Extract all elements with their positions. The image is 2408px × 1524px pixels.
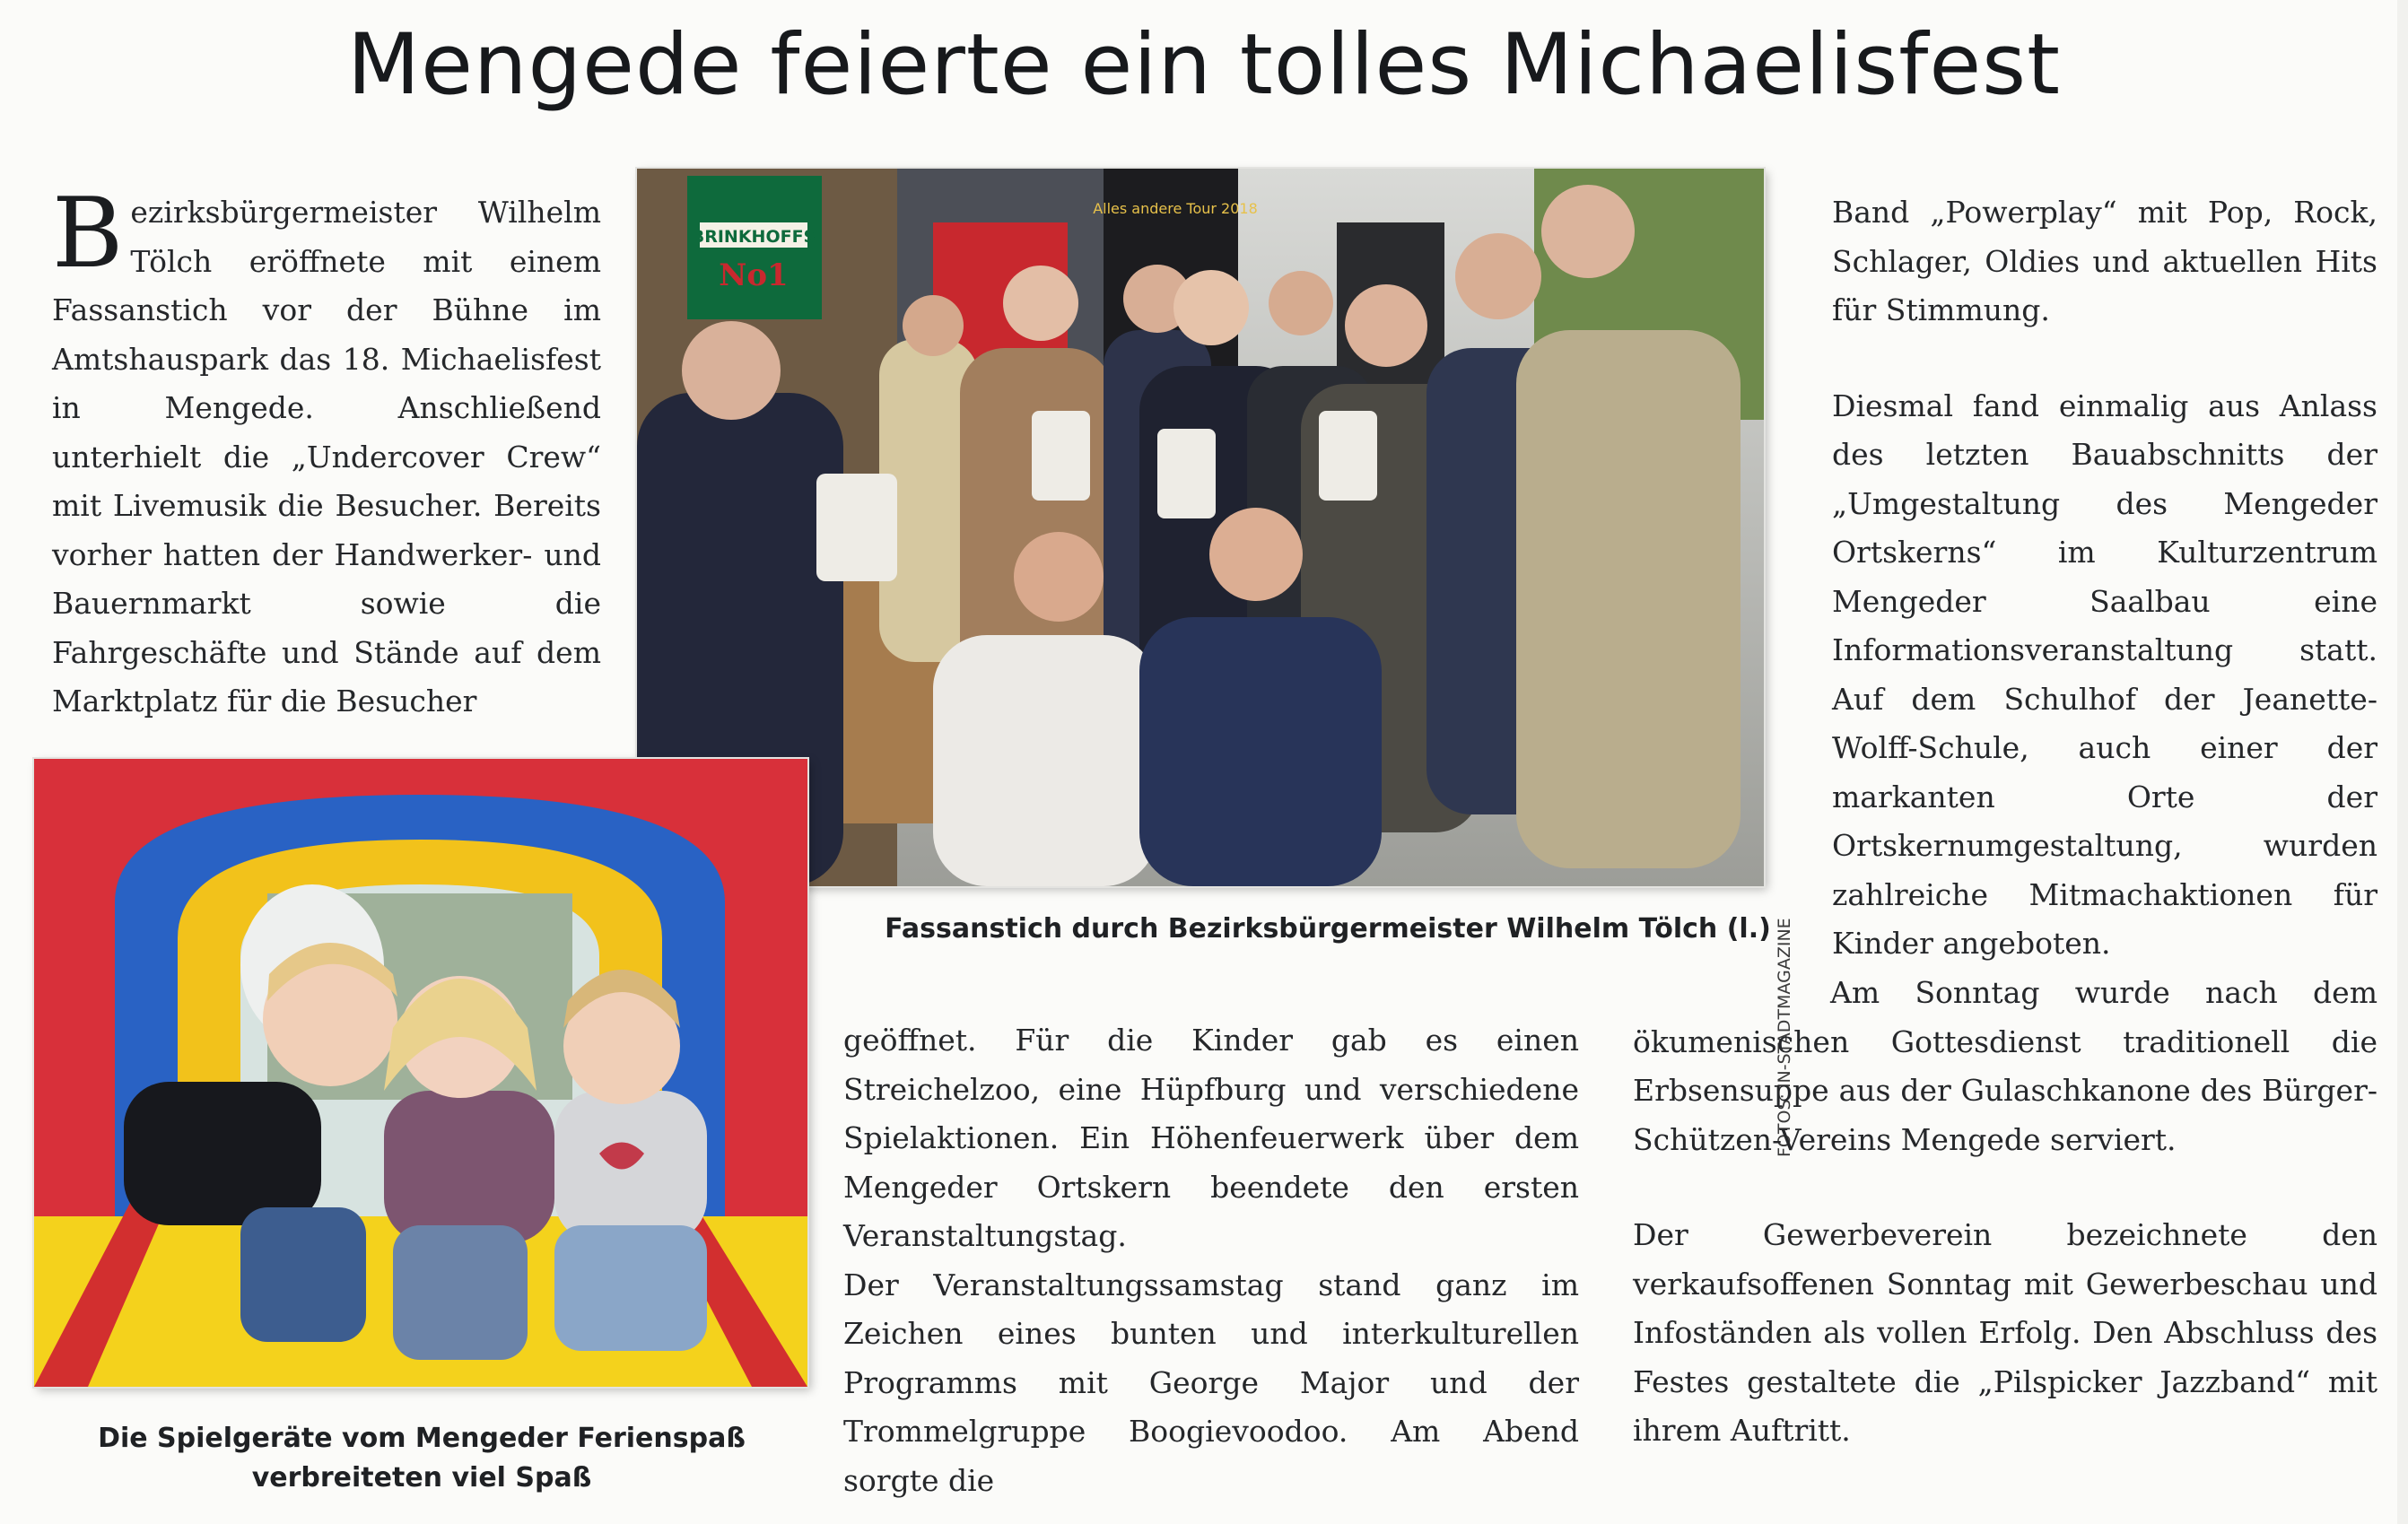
drop-cap: B (52, 178, 124, 290)
group-photo-caption: Fassanstich durch Bezirksbürgermeister Wilhelm Tölch (l.) (885, 913, 1771, 945)
paragraph: geöffnet. Für die Kinder gab es einen Streichelzoo, eine Hüpfburg und verschiedene Spielaktionen. Ein Höhenfeuerwerk über dem Mengeder Ortskern beendete den ersten Veranstaltungstag. (843, 1023, 1579, 1253)
page-edge (2397, 0, 2408, 1524)
kids-photo (34, 759, 807, 1387)
paragraph: Der Veranstaltungssamstag stand ganz im Zeichen eines bunten und interkulturellen Programms mit George Major und der Trommelgruppe Boogievoodoo. Am Abend sorgte die (843, 1267, 1579, 1498)
paragraph: Der Gewerbeverein bezeichnete den verkaufsoffenen Sonntag mit Gewerbeschau und Infoständen als vollen Erfolg. Den Abschluss des Festes gestaltete die „Pilspicker Jazzband“ mit ihrem Auftritt. (1633, 1217, 2377, 1448)
brand-number: No1 (719, 257, 789, 293)
kids-caption-line-2: verbreiteten viel Spaß (251, 1462, 592, 1494)
kids-photo-caption (36, 1419, 807, 1498)
article-column-2 (843, 1016, 1579, 1505)
paragraph: Band „Powerplay“ mit Pop, Rock, Schlager, Oldies und aktuellen Hits für Stimmung. (1832, 195, 2377, 327)
brand-label: BRINKHOFFS (691, 227, 816, 247)
photo-credit: FOTOS: IN-STADTMAGAZINE (1775, 918, 1794, 1157)
brinkhoffs-sign (687, 176, 822, 319)
article-column-3 (1832, 188, 2377, 969)
paragraph: Diesmal fand einmalig aus Anlass des letzten Bauabschnitts der „Umgestaltung des Mengeder Ortskerns“ im Kulturzentrum Mengeder Saalbau eine Informationsveranstaltung statt. Auf dem Schulhof der Jeanette-Wolff-Schule, auch einer der markanten Orte der Ortskernumgestaltung, wurden zahlreiche Mitmachaktionen für Kinder angeboten. (1832, 388, 2377, 961)
article-column-1 (52, 178, 601, 727)
paragraph (52, 178, 601, 727)
paragraph: Am Sonntag wurde nach dem ökumenischen Gottesdienst traditionell die Erbsensuppe aus der Gulaschkanone des Bürger-Schützen-Vereins Mengede serviert. (1633, 975, 2377, 1157)
kids-caption-line-1: Die Spielgeräte vom Mengeder Ferienspaß (98, 1423, 746, 1454)
paragraph-text: ezirksbürgermeister Wilhelm Tölch eröffnete mit einem Fassanstich vor der Bühne im Amtshauspark das 18. Michaelisfest in Mengede. Anschließend unterhielt die „Undercover Crew“ mit Livemusik die Besucher. Bereits vorher hatten der Handwerker- und Bauernmarkt sowie die Fahrgeschäfte und Stände auf dem Marktplatz für die Besucher (52, 195, 601, 718)
banner-text: Alles andere Tour 2018 (1093, 200, 1258, 217)
headline: Mengede feierte ein tolles Michaelisfest (346, 16, 2062, 114)
article-column-4 (1633, 969, 2377, 1456)
